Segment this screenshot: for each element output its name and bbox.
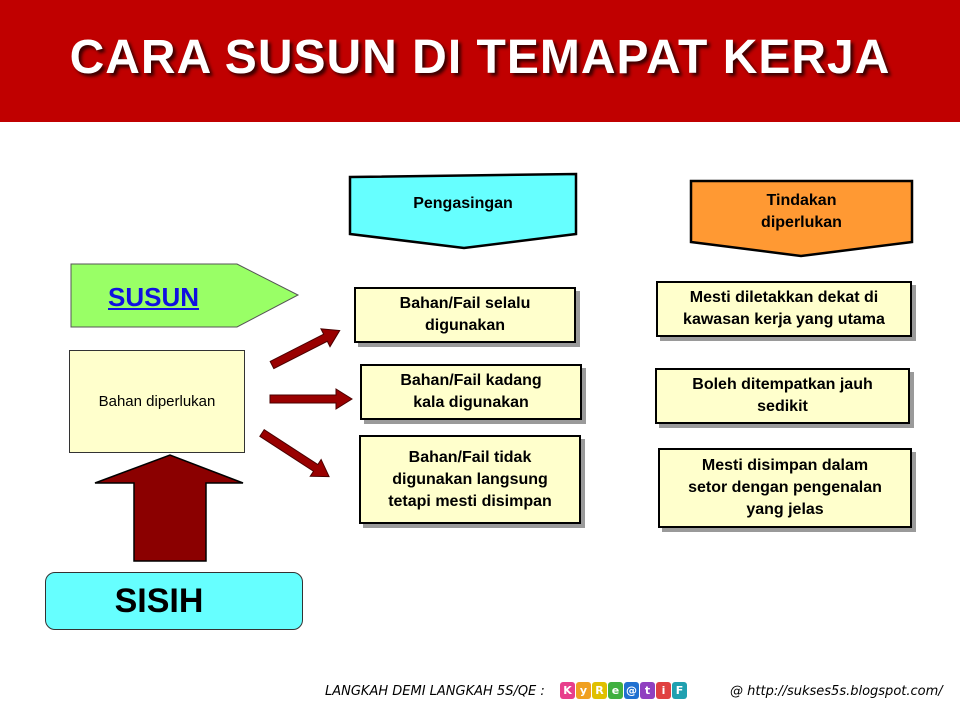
arrow-to-category-3 [257, 425, 335, 485]
category-box-1: Bahan/Fail selalu digunakan [354, 287, 576, 343]
sisih-box [45, 572, 303, 630]
pengasingan-header-label: Pengasingan [413, 195, 513, 212]
action-box-3: Mesti disimpan dalam setor dengan pengenalan yang jelas [658, 448, 912, 528]
logo-letter: i [656, 682, 671, 699]
sisih-label: SISIH [114, 581, 204, 620]
action-box-2: Boleh ditempatkan jauh sedikit [655, 368, 910, 424]
logo-letter: F [672, 682, 687, 699]
footer-left-text: LANGKAH DEMI LANGKAH 5S/QE : [325, 684, 545, 699]
up-arrow [95, 455, 243, 561]
logo-letter: @ [626, 684, 637, 697]
tindakan-header-label: Tindakan diperlukan [761, 192, 842, 231]
logo-letter: R [592, 682, 607, 699]
bahan-diperlukan-label: Bahan diperlukan [98, 393, 216, 410]
arrow-to-category-2 [270, 389, 352, 409]
footer-url[interactable]: @ http://sukses5s.blogspot.com/ [730, 684, 943, 699]
logo-letter: K [560, 682, 575, 699]
logo-letter: t [640, 682, 655, 699]
slide-title: CARA SUSUN DI TEMAPAT KERJA [69, 31, 891, 84]
logo-letter: y [576, 682, 591, 699]
bahan-diperlukan-box [69, 350, 245, 453]
susun-link[interactable]: SUSUN [108, 282, 200, 312]
category-box-3: Bahan/Fail tidak digunakan langsung tetapi mesti disimpan [359, 435, 581, 524]
arrow-to-category-1 [267, 322, 344, 374]
action-box-1: Mesti diletakkan dekat di kawasan kerja yang utama [656, 281, 912, 337]
logo-letter: e [608, 682, 623, 699]
category-box-2: Bahan/Fail kadang kala digunakan [360, 364, 582, 420]
kyreatif-logo [560, 682, 687, 699]
